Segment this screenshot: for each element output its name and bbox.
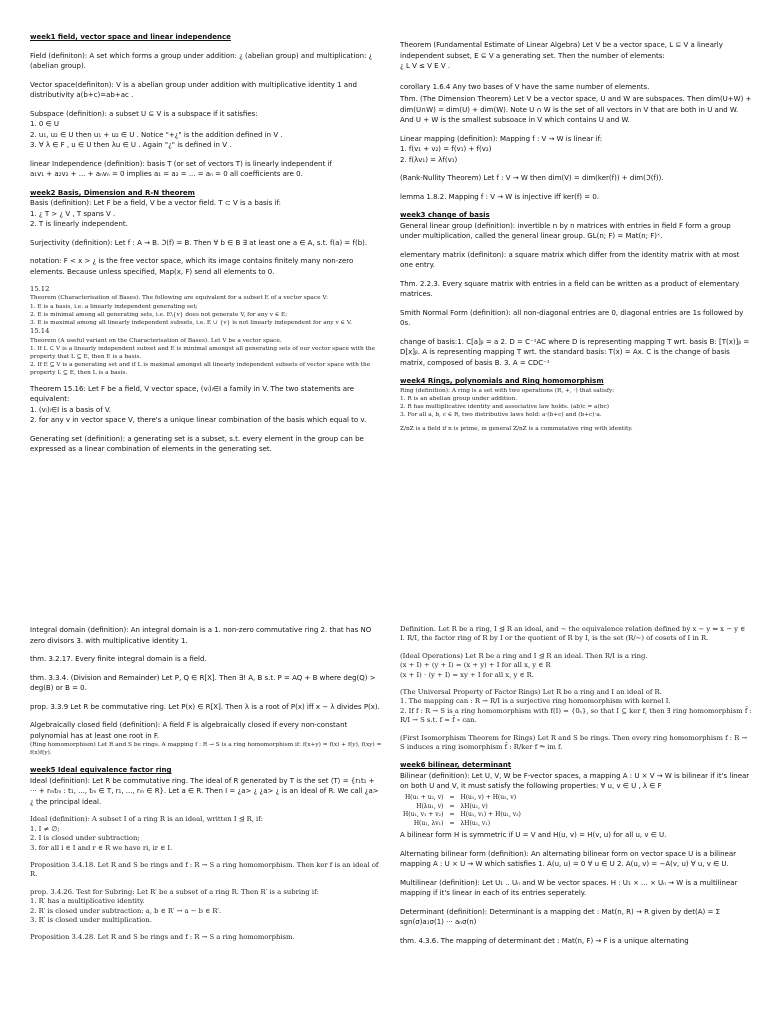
bilinear-property-row <box>400 794 524 803</box>
property-lhs: H(u₁ + u₂, v) <box>404 793 444 801</box>
definition-field: Field (definiton): A set which forms a group under addition: ¿ (abelian group) and multiplication: ¿ (abelian group). <box>30 51 373 70</box>
definition-factor-ring: Definition. Let R be a ring, I ⊴ R an ideal, and ∼ the equivalence relation defined by x ∼ y ⇔ x − y ∈ I. R/I, the factor ring of R by I or the quotient of R by I, is the set (R/∼) of cosets of I in R. <box>400 625 746 643</box>
list-item: 2. If f : R → S is a ring homomorphism with f(I) = {0ₛ}, so that I ⊆ ker f, then ∃ ring homomorphism f̄ : R/I → S s.t. f = f̄ ∘ can. <box>400 706 752 725</box>
first-isomorphism-theorem: (First Isomorphism Theorem for Rings) Let R and S be rings. Then every ring homomorphism f : R → S induces a ring isomorphism f̄ : R/ker f ⥲ im f. <box>400 733 748 752</box>
property-rhs: H(u₁, v) + H(u₂, v) <box>460 793 517 801</box>
list-item: 1. If L ⊂ V is a linearly independent subset and E is minimal amongst all generating sets of our vector space with the property that L ⊆ E, then E is a basis. <box>30 345 376 361</box>
definition-ideal: Ideal (definition): A subset I of a ring R is an ideal, written I ⊴ R, if: <box>30 815 264 824</box>
lemma-injective: lemma 1.8.2. Mapping f : V → W is injective iff ker(f) = 0. <box>400 192 600 201</box>
definition-ring: Ring (definition): A ring is a set with two operations (R, +, ·) that satisfy: <box>400 387 615 394</box>
ideal-definition-block <box>30 815 382 853</box>
notes-week4-5 <box>30 625 382 1024</box>
fundamental-estimate-block <box>400 40 752 72</box>
definition-elementary-matrix: elementary matrix (definiton): a square matrix which differ from the identity matrix with at most one entry. <box>400 250 740 269</box>
theorem-15-16-block <box>30 384 382 426</box>
definition-subspace: Subspace (definition): a subset U ⊆ V is a subspace if it satisfies: <box>30 109 258 118</box>
notes-week2-4 <box>400 40 752 560</box>
theorem-dimension: Thm. (The Dimension Theorem) Let V be a vector space, U and W are subspaces. Then dim(U+W) + dim(U∩W) = dim(U) + dim(W). Note U ∩ W is the set of all vectors in V that are both in U and W. And U + W is the smallest subsoace in V which contains U and W. <box>400 95 752 124</box>
property-equals: = <box>449 793 455 801</box>
symmetric-bilinear-form: A bilinear form H is symmetric if U = V and H(u, v) = H(v, u) for all u, v ∈ U. <box>400 831 667 840</box>
notes-week5-6 <box>400 625 752 1024</box>
definition-bilinear: Bilinear (definition): Let U, V, W be F-vector spaces, a mapping A : U × V → W is bilinear if it's linear on both U and V, it must satisfy the following properties: ∀ u, v ∈ U , λ ∈ F <box>400 771 750 791</box>
list-item: 1. (vᵢ)ᵢ∈I is a basis of V. <box>30 405 112 414</box>
theorem-fundamental-estimate: Theorem (Fundamental Estimate of Linear Algebra) Let V be a vector space, L ⊆ V a linearly independent subset, E ⊆ V a generating set. Then the number of elements: <box>400 41 723 60</box>
property-rhs: H(u₁, v₁) + H(u₁, v₂) <box>460 811 521 819</box>
definition-multilinear: Multilinear (definition): Let U₁ .. Uₙ and W be vector spaces. H : U₁ × ... × Uₙ → W is a multilinear mapping if it's linear in each of its entries seperately. <box>400 878 738 898</box>
list-item: 1. R′ has a multiplicative identity. <box>30 897 145 906</box>
theorem-number: 15.12 <box>30 285 50 293</box>
list-item: 1. ¿ T > ¿ V , T spans V . <box>30 209 116 218</box>
list-item: 2. R has multiplicative identity and associative law holds. (ab)c = a(bc) <box>400 403 609 410</box>
list-item: 1. E is a basis, i.e. a linearly independent generating set; <box>30 303 198 310</box>
bilinear-property-row <box>400 820 524 829</box>
property-lhs: H(λu₁, v) <box>416 802 444 810</box>
ideal-operations: (Ideal Operations) Let R be a ring and I ⊴ R an ideal. Then R/I is a ring. <box>400 651 648 660</box>
section-heading: week4 Rings, polynomials and Ring homomorphism <box>400 377 604 385</box>
definition-linear-independence: linear Independence (definition): basis T (or set of vectors T) is linearly independent if <box>30 159 332 168</box>
section-heading: week2 Basis, Dimension and R-N theorem <box>30 188 195 197</box>
linear-mapping-block <box>400 134 752 166</box>
theorem-3-2-17: thm. 3.2.17. Every finite integral domain is a field. <box>30 655 207 663</box>
list-item: 2. for any v in vector space V, there's a unique linear combination of the basis which equal to v. <box>30 416 367 425</box>
subring-test-block <box>30 888 382 926</box>
corollary-bases: corollary 1.6.4 Any two bases of V have the same number of elements. <box>400 82 650 91</box>
section-heading: week5 Ideal equivalence factor ring <box>30 766 172 775</box>
definition-algebraically-closed: Algebraically closed field (definition): A field F is algebraically closed if every non-constant polynomial has at least one root in F. <box>30 721 348 740</box>
theorem-2-2-3: Thm. 2.2.3. Every square matrix with entries in a field can be written as a product of elementary matrices. <box>400 279 740 298</box>
list-item: 2. R′ is closed under subtraction: a, b ∈ R′ → a − b ∈ R′. <box>30 906 222 915</box>
formula-line: ¿ L V ≤ V E V . <box>400 62 451 70</box>
list-item: 3. E is maximal among all linearly independent subsets, i.e. E ∪ {v} is not linearly independent for any v ∈ V. <box>30 320 352 327</box>
theorem-rank-nullity: (Rank-Nullity Theorem) Let f : V → W then dim(V) = dim(ker(f)) + dim(ℑ(f)). <box>400 174 664 182</box>
notation-free-vector-space: notation: F < x > ¿ is the free vector space, which its image contains finitely many non-zero elements. Because unless specified, Map(x, F) send all elements to 0. <box>30 257 354 276</box>
theorem-division-remainder: thm. 3.3.4. (Division and Remainder) Let P, Q ∈ R[X]. Then ∃! A, B s.t. P = AQ + B where deg(Q) > deg(B) or B = 0. <box>30 673 376 692</box>
definition-general-linear-group: General linear group (definition): invertible n by n matrices with entries in field F form a group under multiplication, called the general linear group. GL(n; F) = Mat(n; F)ˣ. <box>400 221 731 240</box>
section-heading: week1 field, vector space and linear independence <box>30 33 231 41</box>
notes-week1-2 <box>30 32 382 552</box>
theorem-15-16: Theorem 15.16: Let F be a field, V vector space, (vᵢ)ᵢ∈I a family in V. The two statements are equivalent: <box>30 384 355 404</box>
property-lhs: H(u₁, λv₁) <box>413 819 444 827</box>
subspace-block <box>30 109 382 151</box>
bilinear-property-row <box>400 803 524 812</box>
theorem-number: 15.14 <box>30 327 50 336</box>
list-item: 1. The mapping can : R → R/I is a surjective ring homomorphism with kernel I. <box>400 697 671 706</box>
algebraically-closed-block <box>30 720 382 757</box>
list-item: 2. E is minimal among all generating sets, i.e. E\{v} does not generate V, for any v ∈ E; <box>30 311 288 318</box>
theorem-variant: Theorem (A useful variant on the Characterisation of Bases). Let V be a vector space. <box>30 337 282 344</box>
section-heading: week6 bilinear, determinant <box>400 761 512 770</box>
definition-ring-homomorphism: (Ring homomorphism) Let R and S be rings. A mapping f : R → S is a ring homomorphism if: f(x+y) = f(x) + f(y), f(xy) = f(x)f(y). <box>30 742 382 757</box>
bilinear-property-row <box>400 811 524 820</box>
list-item: 2. I is closed under subtraction; <box>30 834 140 843</box>
formula-line: a₁v₁ + a₂v₂ + ... + aₙvₙ = 0 implies a₁ = a₂ = ... = aₙ = 0 all coefficients are 0. <box>30 170 303 178</box>
bilinear-block <box>400 760 752 840</box>
property-lhs: H(u₁, v₁ + v₂) <box>403 811 444 819</box>
list-item: 2. u₁, u₂ ∈ U then u₁ + u₂ ∈ U . Notice "+¿" is the addition defined in V . <box>30 130 283 139</box>
ideal-operations-block <box>400 652 752 680</box>
definition-integral-domain: Integral domain (definition): An integral domain is a 1. non-zero commutative ring 2. that has NO zero divisors 3. with multiplicative identity 1. <box>30 626 372 645</box>
formula-line: (x + I) · (y + I) = xy + I for all x, y ∈ R. <box>400 670 534 679</box>
note-z-nz: Z/nZ is a field if n is prime, in general Z/nZ is a commutative ring with identity. <box>400 426 633 433</box>
list-item: 1. 0 ∈ U <box>30 120 60 128</box>
list-item: 1. R is an abelian group under addition. <box>400 395 518 402</box>
definition-smith-normal-form: Smith Normal Form (definition): all non-diagonal entries are 0, diagonal entries are 1s followed by 0s. <box>400 308 744 327</box>
list-item: 3. ∀ λ ∈ F , u ∈ U then λu ∈ U . Again "¿" is defined in V . <box>30 141 232 149</box>
list-item: 3. for all i ∈ I and r ∈ R we have ri, ir ∈ I. <box>30 843 173 852</box>
proposition-3-4-28: Proposition 3.4.28. Let R and S be rings and f : R → S a ring homomorphism. <box>30 933 295 942</box>
change-of-basis-formulas: change of basis:1. C[a]ᵦ = a 2. D = C⁻¹AC where D is representing mapping T wrt. basis B: [T(x)]ᵦ = D[x]ᵦ. A is representing mapping T wrt. the standard basis: T(x) = Ax. C is the change of basis matrix, composed of basis B. 3. A = CDC⁻¹ <box>400 337 750 367</box>
proposition-3-3-9: prop. 3.3.9 Let R be commutative ring. Let P(x) ∈ R[X]. Then λ is a root of P(x) iff x − λ divides P(x). <box>30 702 380 711</box>
property-equals: = <box>449 811 455 819</box>
list-item: 1. f(v₁ + v₂) = f(v₁) + f(v₂) <box>400 145 492 153</box>
list-item: 2. If E ⊆ V is a generating set and if L is maximal amongst all linearly independent subsets of vector space with the property L ⊆ E, then L is a basis. <box>30 362 371 377</box>
ideal-generated-block <box>30 765 382 807</box>
definition-generating-set: Generating set (definition): a generating set is a subset, s.t. every element in the group can be expressed as a linear combination of elements in the generating set. <box>30 434 364 454</box>
ring-block <box>400 376 752 419</box>
definition-ideal-generated: Ideal (definition): Let R be commutative ring. The ideal of R generated by T is the set ⟨T⟩ = {r₁t₁ + ··· + rₘtₘ : t₁, ..., tₘ ∈ T, r₁, ..., rₘ ∈ R}. Let a ∈ R. Then I = ¿a> ¿ ¿a> ¿ is an ideal of R. We call ¿a> ¿ the principal ideal. <box>30 776 379 806</box>
property-rhs: λH(u₁, v₁) <box>460 819 491 827</box>
basis-block <box>30 188 382 230</box>
theorem-4-3-6: thm. 4.3.6. The mapping of determinant det : Mat(n, F) → F is a unique alternating <box>400 936 689 945</box>
proposition-3-4-26: prop. 3.4.26. Test for Subring: Let R′ be a subset of a ring R. Then R′ is a subring if: <box>30 887 319 896</box>
theorem-bases-block <box>30 285 382 378</box>
definition-basis: Basis (definition): Let F be a field, V be a vector field. T ⊂ V is a basis if: <box>30 199 282 207</box>
universal-property-block <box>400 688 752 726</box>
list-item: 2. T is linearly independent. <box>30 220 128 228</box>
definition-surjectivity: Surjectivity (definition): Let f : A → B. ℑ(f) = B. Then ∀ b ∈ B ∃ at least one a ∈ A, s.t. f(a) = f(b). <box>30 238 368 247</box>
universal-property: (The Universal Property of Factor Rings) Let R be a ring and I an ideal of R. <box>400 688 662 697</box>
proposition-3-4-18: Proposition 3.4.18. Let R and S be rings and f : R → S a ring homomorphism. Then ker f is an ideal of R. <box>30 861 379 879</box>
property-equals: = <box>449 802 455 810</box>
section-heading: week3 change of basis <box>400 211 490 219</box>
definition-linear-mapping: Linear mapping (definition): Mapping f : V → W is linear if: <box>400 134 603 143</box>
list-item: 2. f(λv₁) = λf(v₁) <box>400 155 458 164</box>
theorem-characterisation: Theorem (Characterisation of Bases). The following are equivalent for a subset E of a vector space V: <box>30 295 328 302</box>
definition-alternating-bilinear: Alternating bilinear form (definition): An alternating bilinear form on vector space U is a bilinear mapping A : U × U → W which satisfies 1. A(u, u) = 0 ∀ u ∈ U 2. A(u, v) = −A(v, u) ∀ u, v ∈ U. <box>400 849 736 869</box>
linear-independence-block <box>30 159 382 180</box>
list-item: 1. I ≠ ∅; <box>30 824 60 833</box>
list-item: 3. For all a, b, c ∈ R, two distributive laws hold: a·(b+c) and (b+c)·a. <box>400 412 602 419</box>
change-of-basis-block <box>400 210 752 242</box>
property-rhs: λH(u₁, v) <box>460 802 488 810</box>
bilinear-properties <box>400 794 524 828</box>
definition-determinant: Determinant (definition): Determinant is a mapping det : Mat(n, R) → R given by det(A) = Σ sgn(σ)a₁σ(1) ··· aₙσ(n) <box>400 907 720 927</box>
property-equals: = <box>449 819 455 827</box>
definition-vector-space: Vector space(definiton): V is a abelian group under addition with multiplicative identity 1 and distributivity a(b+c)=ab+ac . <box>30 80 357 99</box>
formula-line: (x + I) + (y + I) = (x + y) + I for all x, y ∈ R <box>400 661 551 670</box>
list-item: 3. R′ is closed under multiplication. <box>30 916 152 925</box>
